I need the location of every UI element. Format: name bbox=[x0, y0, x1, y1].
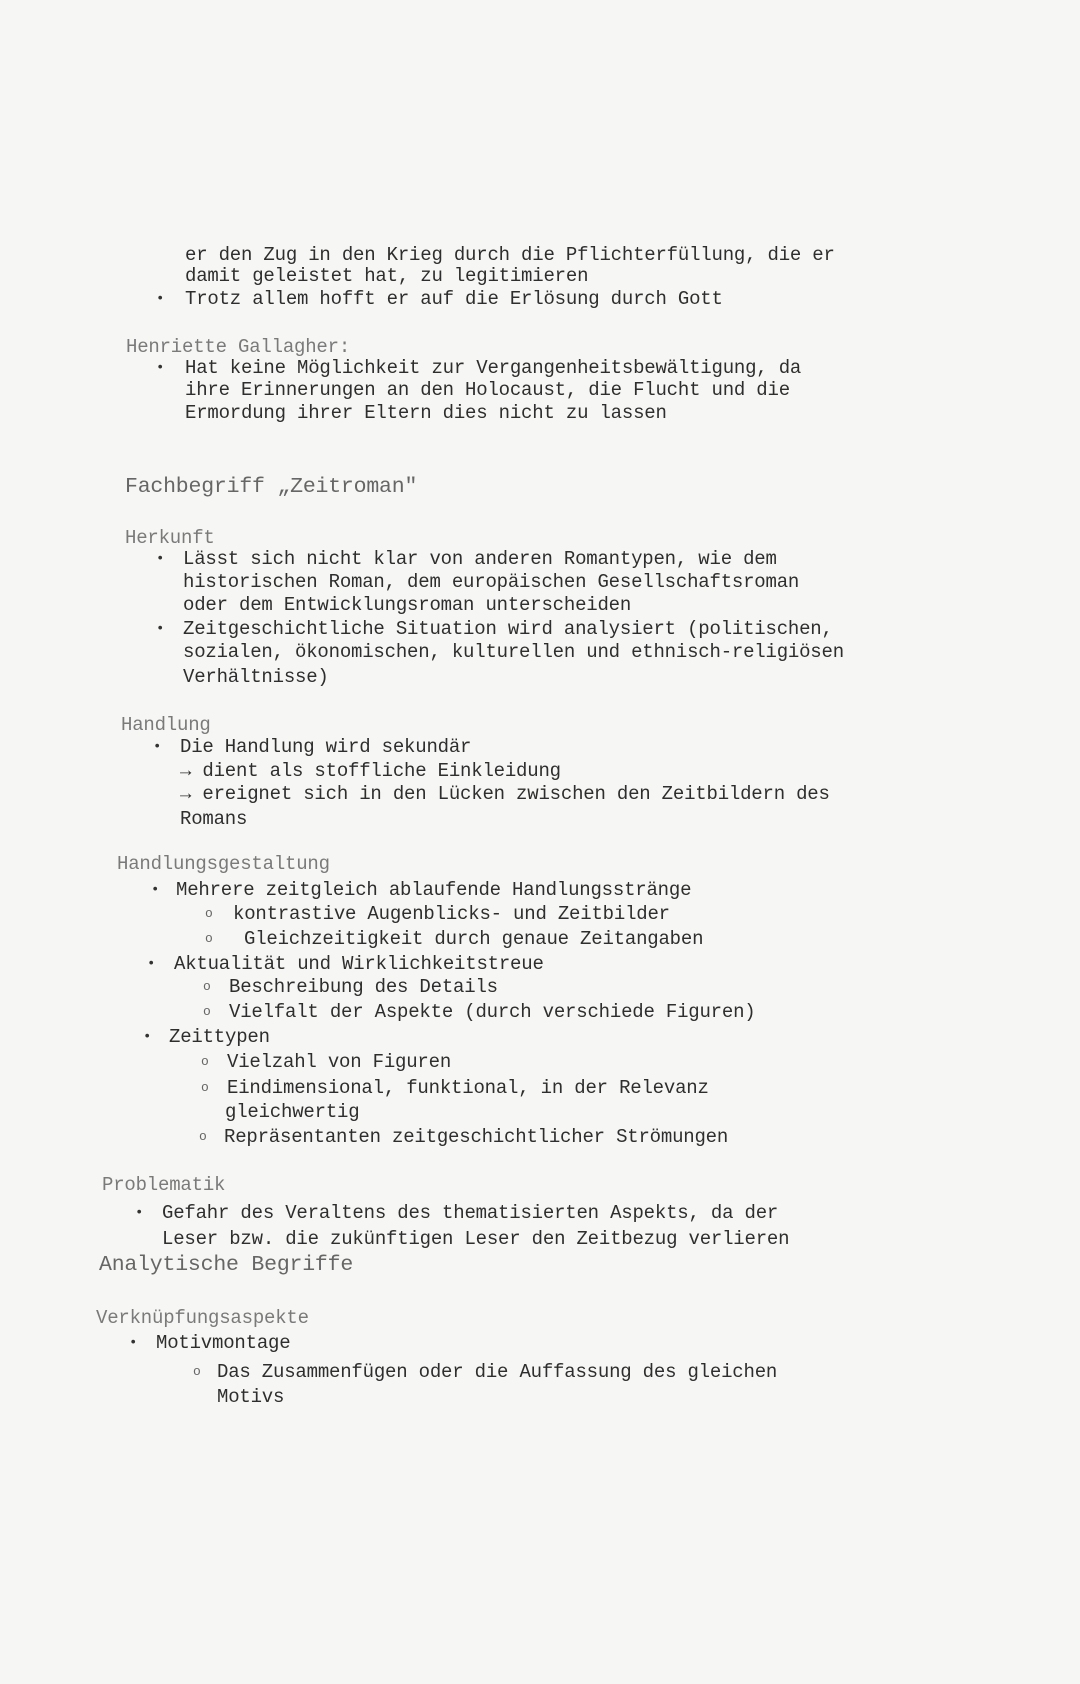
subheading-problematik: Problematik bbox=[102, 1174, 226, 1196]
subheading-herkunft: Herkunft bbox=[125, 527, 215, 549]
subheading-henriette: Henriette Gallagher: bbox=[126, 336, 351, 358]
bullet-text: Gefahr des Veraltens des thematisierten Aspekts, da der bbox=[162, 1202, 779, 1224]
circle-bullet-icon: o bbox=[201, 1080, 209, 1095]
text-line: gleichwertig bbox=[225, 1101, 360, 1123]
sub-bullet-text: Eindimensional, funktional, in der Relevanz bbox=[227, 1077, 709, 1099]
section-title-analytische-begriffe: Analytische Begriffe bbox=[99, 1253, 354, 1277]
sub-bullet-text: Das Zusammenfügen oder die Auffassung des gleichen bbox=[217, 1361, 778, 1383]
bullet-icon: • bbox=[129, 1335, 138, 1351]
bullet-text: Hat keine Möglichkeit zur Vergangenheitsbewältigung, da bbox=[185, 357, 802, 379]
sub-bullet-text: Vielzahl von Figuren bbox=[227, 1051, 452, 1073]
section-title-zeitroman: Fachbegriff „Zeitroman" bbox=[125, 475, 418, 499]
text-line: Verhältnisse) bbox=[183, 666, 329, 688]
bullet-icon: • bbox=[143, 1029, 152, 1045]
text-line: → ereignet sich in den Lücken zwischen den Zeitbildern des bbox=[180, 783, 830, 805]
sub-bullet-text: Repräsentanten zeitgeschichtlicher Strömungen bbox=[224, 1126, 729, 1148]
sub-bullet-text: Gleichzeitigkeit durch genaue Zeitangaben bbox=[244, 928, 704, 950]
text-line: ihre Erinnerungen an den Holocaust, die Flucht und die bbox=[185, 379, 790, 401]
bullet-icon: • bbox=[153, 739, 162, 755]
circle-bullet-icon: o bbox=[203, 979, 211, 994]
text-line: damit geleistet hat, zu legitimieren bbox=[185, 265, 589, 287]
circle-bullet-icon: o bbox=[201, 1054, 209, 1069]
text-line: oder dem Entwicklungsroman unterscheiden bbox=[183, 594, 632, 616]
bullet-text: Lässt sich nicht klar von anderen Romantypen, wie dem bbox=[183, 548, 777, 570]
text-line: Romans bbox=[180, 808, 248, 830]
bullet-text: Aktualität und Wirklichkeitstreue bbox=[174, 953, 544, 975]
circle-bullet-icon: o bbox=[203, 1004, 211, 1019]
text-line: historischen Roman, dem europäischen Gesellschaftsroman bbox=[183, 571, 800, 593]
sub-bullet-text: Beschreibung des Details bbox=[229, 976, 498, 998]
text-line: Motivs bbox=[217, 1386, 285, 1408]
bullet-icon: • bbox=[156, 291, 165, 307]
bullet-text: Zeitgeschichtliche Situation wird analysiert (politischen, bbox=[183, 618, 833, 640]
subheading-handlungsgestaltung: Handlungsgestaltung bbox=[117, 853, 330, 875]
bullet-icon: • bbox=[156, 360, 165, 376]
bullet-icon: • bbox=[156, 621, 165, 637]
sub-bullet-text: kontrastive Augenblicks- und Zeitbilder bbox=[233, 903, 670, 925]
text-line: Ermordung ihrer Eltern dies nicht zu lassen bbox=[185, 402, 667, 424]
bullet-text: Zeittypen bbox=[169, 1026, 270, 1048]
subheading-verknuepfungsaspekte: Verknüpfungsaspekte bbox=[96, 1307, 309, 1329]
circle-bullet-icon: o bbox=[205, 906, 213, 921]
subheading-handlung: Handlung bbox=[121, 714, 211, 736]
bullet-text: Mehrere zeitgleich ablaufende Handlungsstränge bbox=[176, 879, 692, 901]
text-line: Leser bzw. die zukünftigen Leser den Zeitbezug verlieren bbox=[162, 1228, 790, 1250]
bullet-icon: • bbox=[147, 956, 156, 972]
circle-bullet-icon: o bbox=[205, 931, 213, 946]
circle-bullet-icon: o bbox=[193, 1364, 201, 1379]
bullet-text: Trotz allem hofft er auf die Erlösung durch Gott bbox=[185, 288, 723, 310]
text-line: → dient als stoffliche Einkleidung bbox=[180, 760, 561, 782]
circle-bullet-icon: o bbox=[199, 1129, 207, 1144]
bullet-text: Motivmontage bbox=[156, 1332, 291, 1354]
bullet-icon: • bbox=[156, 551, 165, 567]
bullet-text: Die Handlung wird sekundär bbox=[180, 736, 472, 758]
bullet-icon: • bbox=[151, 882, 160, 898]
text-line: er den Zug in den Krieg durch die Pflichterfüllung, die er bbox=[185, 244, 835, 266]
text-line: sozialen, ökonomischen, kulturellen und ethnisch-religiösen bbox=[183, 641, 844, 663]
sub-bullet-text: Vielfalt der Aspekte (durch verschiede Figuren) bbox=[229, 1001, 756, 1023]
bullet-icon: • bbox=[135, 1205, 144, 1221]
